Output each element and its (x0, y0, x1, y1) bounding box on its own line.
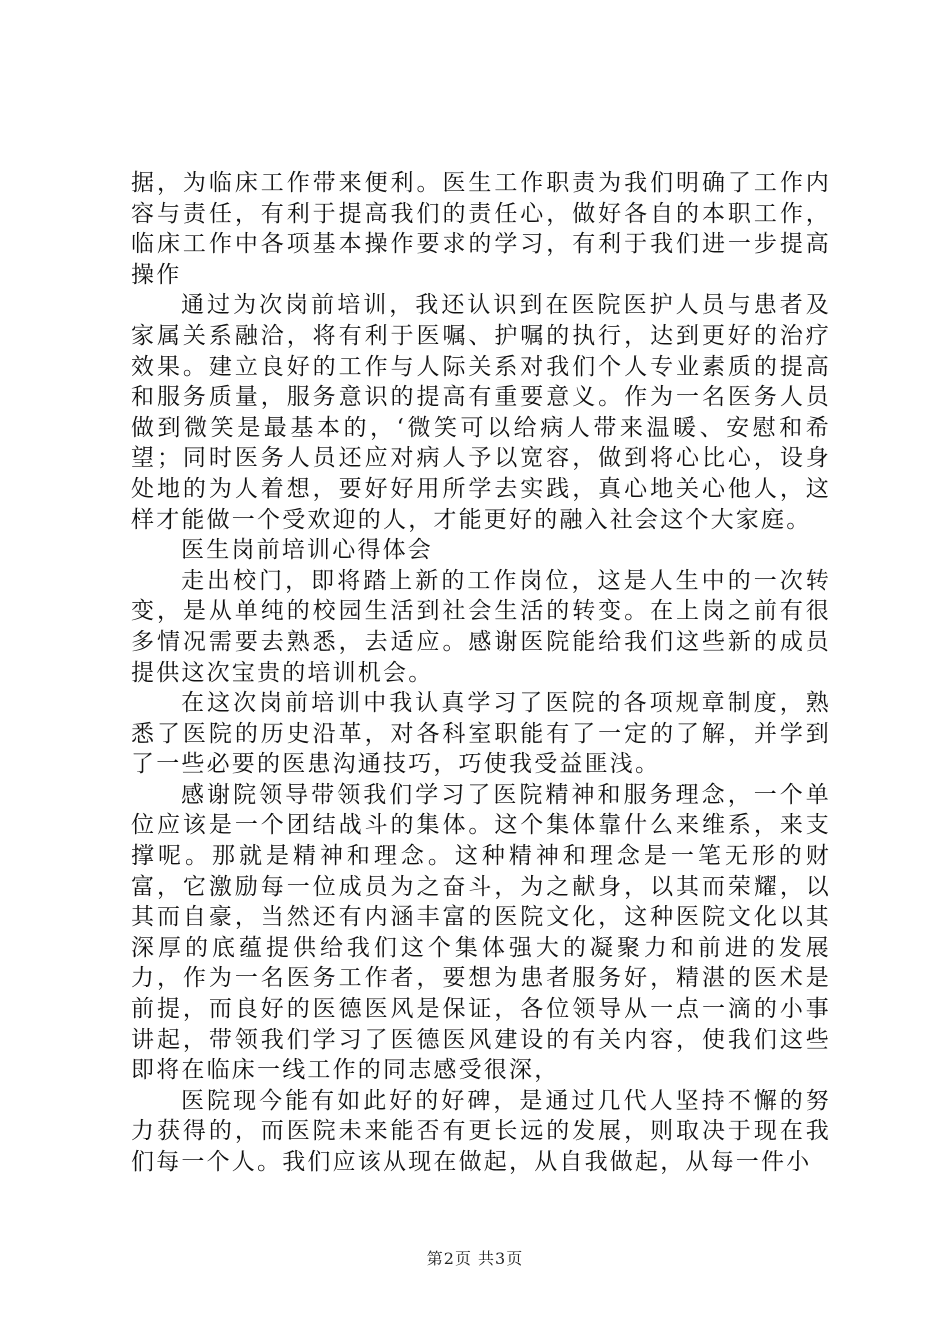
section-heading: 医生岗前培训心得体会 (181, 537, 433, 564)
document-body (131, 168, 831, 1178)
paragraph-continuation: 据，为临床工作带来便利。医生工作职责为我们明确了工作内容与责任，有利于提高我们的责任心，做好各自的本职工作，临床工作中各项基本操作要求的学习，有利于我们进一步提高操作 (131, 170, 831, 288)
paragraph-regulations: 在这次岗前培训中我认真学习了医院的各项规章制度，熟悉了医院的历史沿革，对各科室职能有了一定的了解，并学到了一些必要的医患沟通技巧，巧使我受益匪浅。 (131, 690, 831, 778)
page-number-footer: 第2页 共3页 (426, 1249, 524, 1268)
paragraph-training-relations: 通过为次岗前培训，我还认识到在医院医护人员与患者及家属关系融洽，将有利于医嘱、护嘱的执行，达到更好的治疗效果。建立良好的工作与人际关系对我们个人专业素质的提高和服务质量，服务意识的提高有重要意义。作为一名医务人员做到微笑是最基本的，‘微笑可以给病人带来温暖、安慰和希望；同时医务人员还应对病人予以宽容，做到将心比心，设身处地的为人着想，要好好用所学去实践，真心地关心他人，这样才能做一个受欢迎的人，才能更好的融入社会这个大家庭。 (131, 292, 831, 533)
paragraph-hospital-spirit: 感谢院领导带领我们学习了医院精神和服务理念，一个单位应该是一个团结战斗的集体。这个集体靠什么来维系，来支撑呢。那就是精神和理念。这种精神和理念是一笔无形的财富，它激励每一位成员为之奋斗，为之献身，以其而荣耀，以其而自豪，当然还有内涵丰富的医院文化，这种医院文化以其深厚的底蕴提供给我们这个集体强大的凝聚力和前进的发展力，作为一名医务工作者，要想为患者服务好，精湛的医术是前提，而良好的医德医风是保证，各位领导从一点一滴的小事讲起，带领我们学习了医德医风建设的有关内容，使我们这些即将在临床一线工作的同志感受很深， (131, 781, 831, 1084)
paragraph-hospital-future: 医院现今能有如此好的好碑，是通过几代人坚持不懈的努力获得的，而医院未来能否有更长远的发展，则取决于现在我们每一个人。我们应该从现在做起，从自我做起，从每一件小 (131, 1087, 831, 1175)
paragraph-leaving-school: 走出校门，即将踏上新的工作岗位，这是人生中的一次转变，是从单纯的校园生活到社会生活的转变。在上岗之前有很多情况需要去熟悉，去适应。感谢医院能给我们这些新的成员提供这次宝贵的培训机会。 (131, 567, 831, 686)
